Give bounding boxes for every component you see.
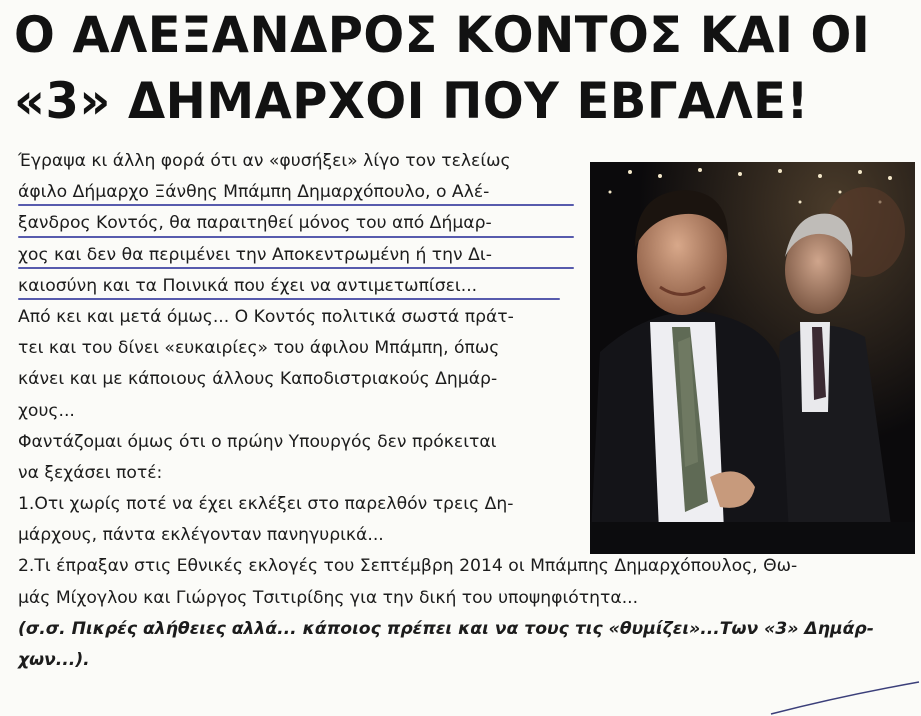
article-line: Έγραψα κι άλλη φορά ότι αν «φυσήξει» λίγο τον τελείως	[18, 151, 511, 171]
article-line: χους...	[18, 400, 75, 421]
headline-line-1: Ο ΑΛΕΞΑΝΔΡΟΣ ΚΟΝΤΟΣ ΚΑΙ ΟΙ	[14, 6, 871, 64]
pen-underline-mark	[18, 298, 560, 300]
article-editor-note: χων...).	[18, 650, 90, 670]
headline-line-2: «3» ΔΗΜΑΡΧΟΙ ΠΟΥ ΕΒΓΑΛΕ!	[14, 72, 809, 130]
page-curl-mark	[761, 676, 921, 716]
article-line: Φαντάζομαι όμως ότι ο πρώην Υπουργός δεν πρόκειται	[18, 431, 497, 452]
headline	[14, 2, 878, 134]
article-line: ξανδρος Κοντός, θα παραιτηθεί μόνος του από Δήμαρ-	[18, 208, 576, 239]
article-photo	[590, 162, 915, 554]
article-line: 2.Τι έπραξαν στις Εθνικές εκλογές του Σεπτέμβρη 2014 οι Μπάμπης Δημαρχόπουλος, Θω-	[18, 556, 798, 577]
pen-underline-mark	[18, 204, 574, 206]
pen-underline-mark	[18, 236, 574, 238]
article-line: να ξεχάσει ποτέ:	[18, 462, 163, 483]
article-line: άφιλο Δήμαρχο Ξάνθης Μπάμπη Δημαρχόπουλο, ο Αλέ-	[18, 177, 576, 208]
article-line: μάρχους, πάντα εκλέγονταν πανηγυρικά...	[18, 525, 384, 546]
article-line: καιοσύνη και τα Ποινικά που έχει να αντιμετωπίσει...	[18, 271, 576, 302]
article-line: μάς Μίχογλου και Γιώργος Τσιτιρίδης για την δική του υποψηφιότητα...	[18, 587, 639, 608]
pen-underline-mark	[18, 267, 574, 269]
article-line: κάνει και με κάποιους άλλους Καποδιστριακούς Δημάρ-	[18, 369, 498, 390]
photo-illustration	[590, 162, 915, 554]
article-line: Από κει και μετά όμως... Ο Κοντός πολιτικά σωστά πράτ-	[18, 306, 514, 327]
article-editor-note: (σ.σ. Πικρές αλήθειες αλλά... κάποιος πρέπει και να τους τις «θυμίζει»...Των «3» Δημάρ-	[18, 618, 874, 639]
article-line: τει και του δίνει «ευκαιρίες» του άφιλου Μπάμπη, όπως	[18, 338, 500, 359]
article-line: 1.Οτι χωρίς ποτέ να έχει εκλέξει στο παρελθόν τρεις Δη-	[18, 494, 514, 515]
article-line: χος και δεν θα περιμένει την Αποκεντρωμένη ή την Δι-	[18, 240, 576, 271]
